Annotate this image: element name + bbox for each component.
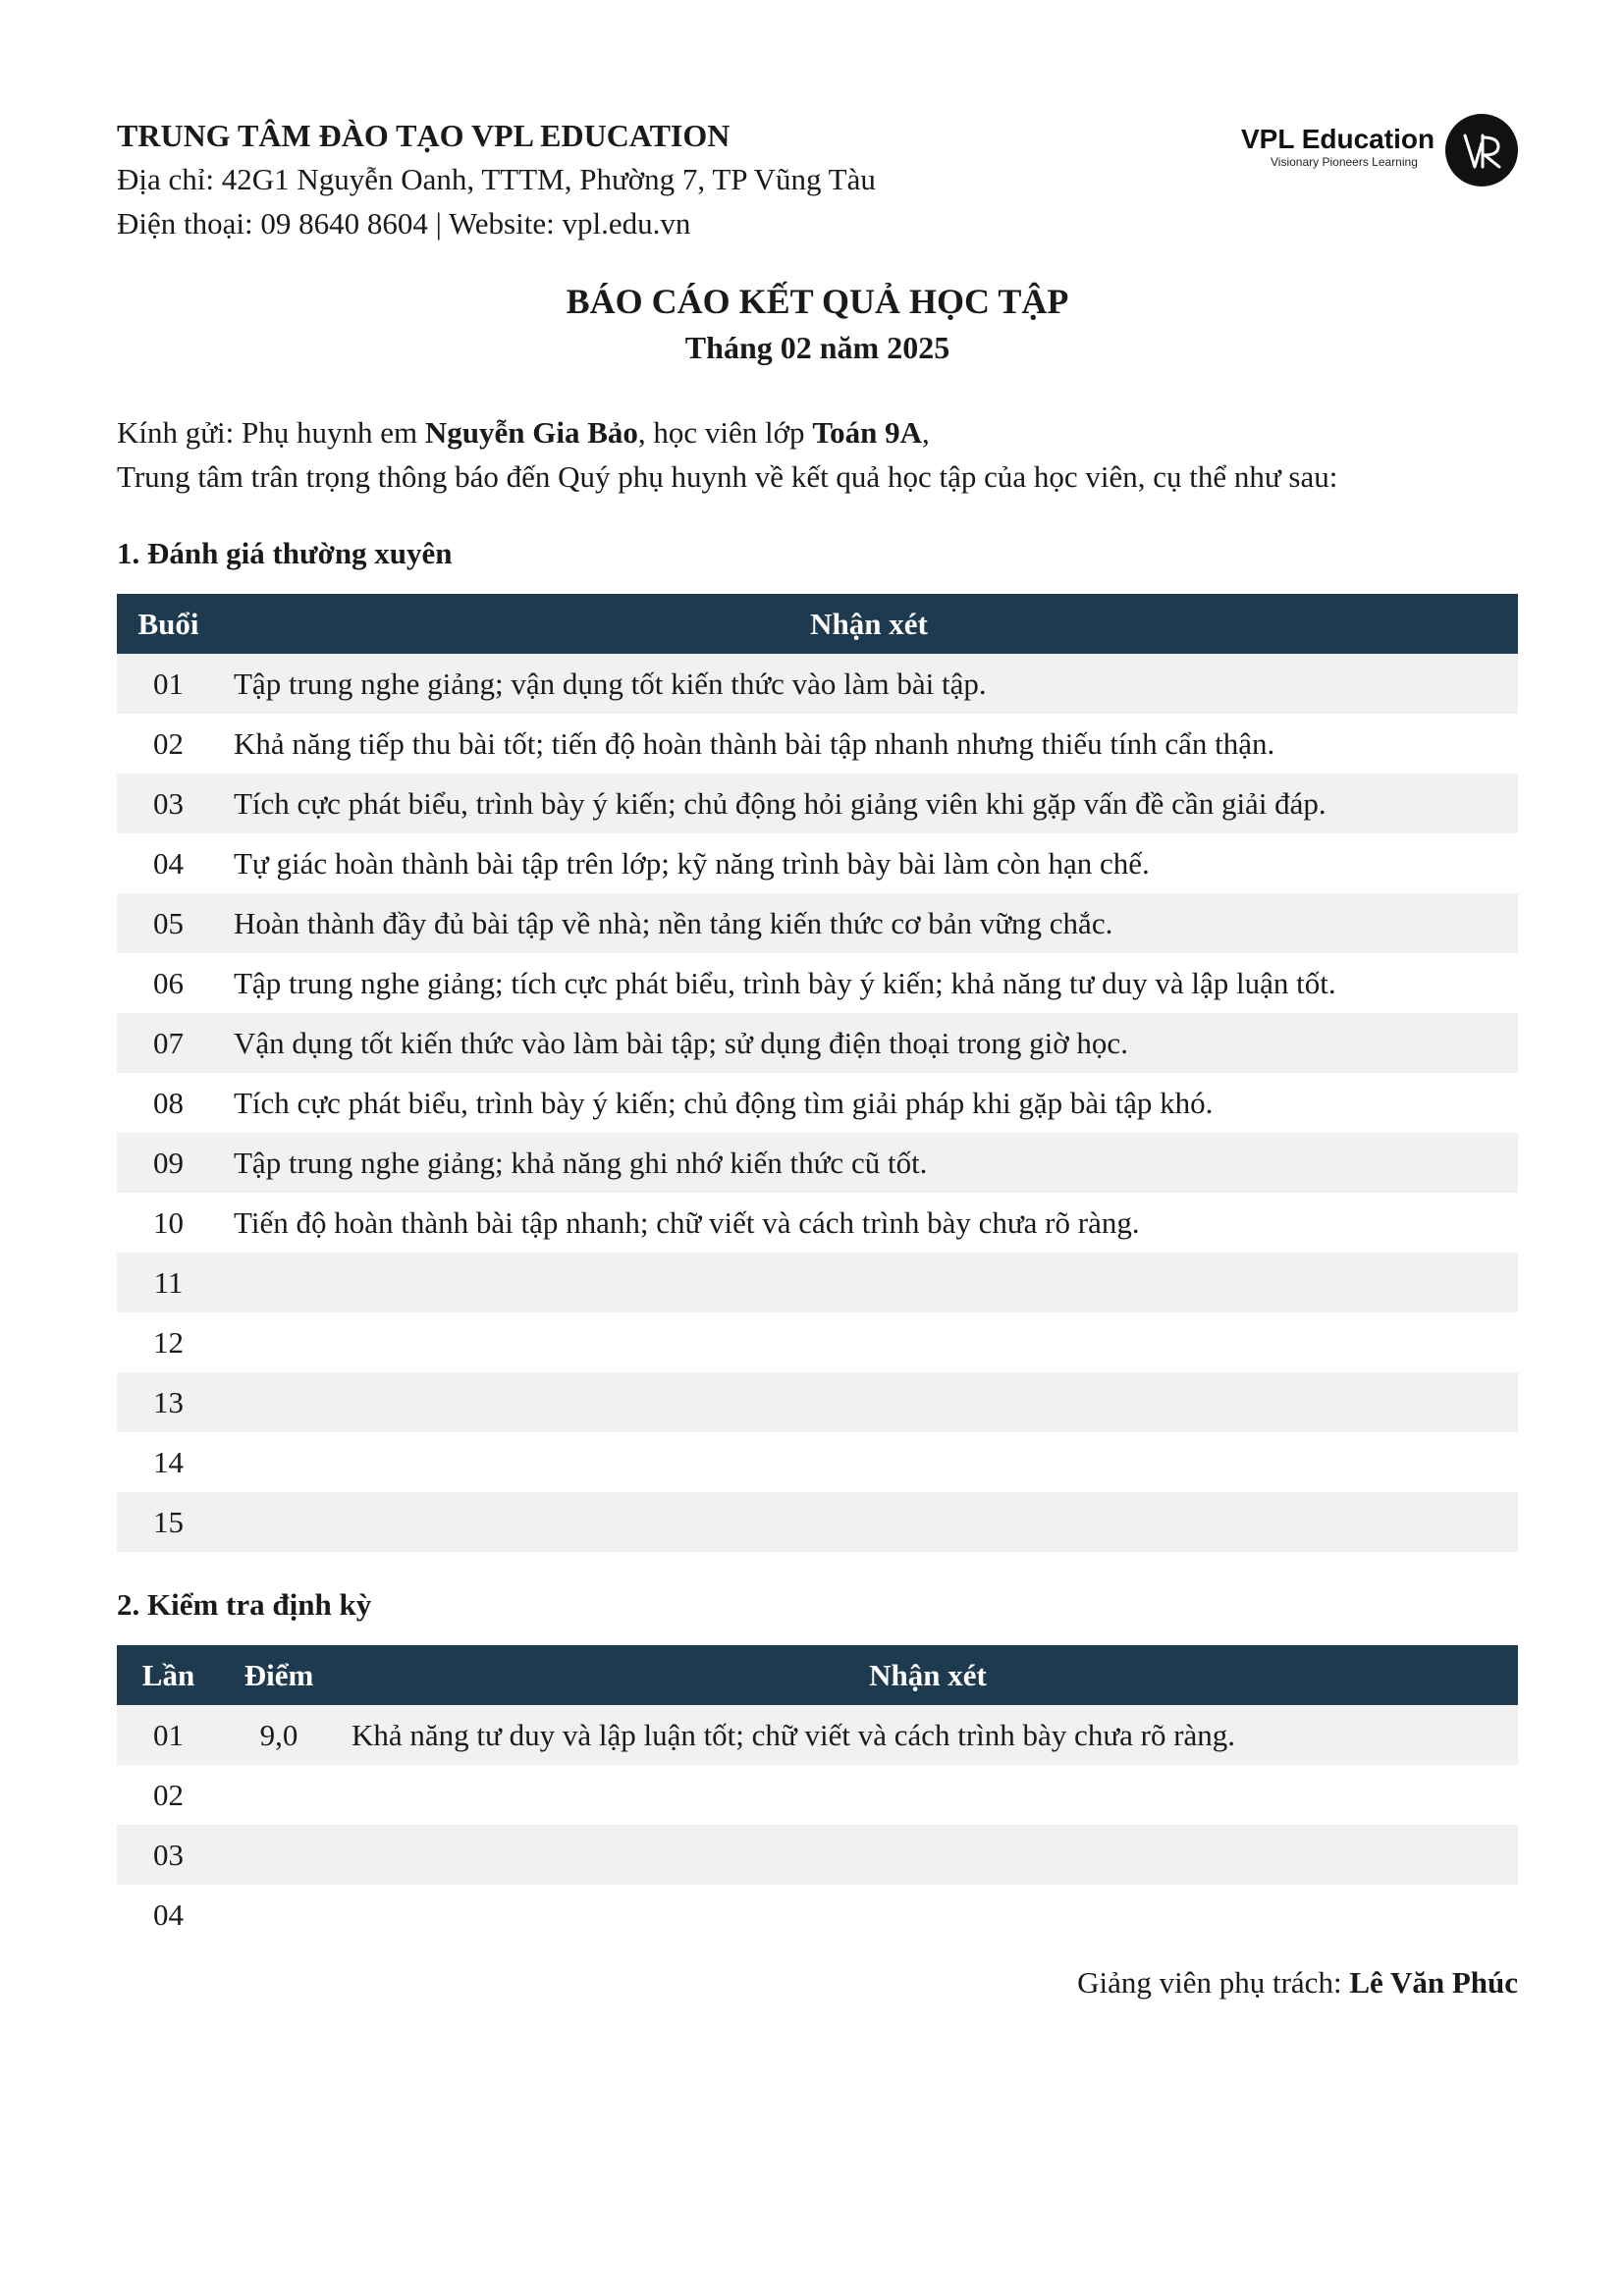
session-comment xyxy=(220,1432,1518,1492)
test-score xyxy=(220,1825,338,1885)
logo-mark-icon xyxy=(1445,114,1518,187)
session-comment: Tích cực phát biểu, trình bày ý kiến; chủ động hỏi giảng viên khi gặp vấn đề cần giải đáp. xyxy=(220,774,1518,833)
session-number: 04 xyxy=(117,833,220,893)
table-row xyxy=(117,1073,1518,1133)
session-comment: Khả năng tiếp thu bài tốt; tiến độ hoàn thành bài tập nhanh nhưng thiếu tính cẩn thận. xyxy=(220,714,1518,774)
table-row xyxy=(117,833,1518,893)
col-time-header: Lần xyxy=(117,1645,220,1705)
table-row xyxy=(117,1765,1518,1825)
session-comment xyxy=(220,1312,1518,1372)
teacher-signature xyxy=(1077,1961,1518,2004)
table-row xyxy=(117,1133,1518,1193)
class-name: Toán 9A xyxy=(812,415,923,450)
table-row xyxy=(117,953,1518,1013)
intro xyxy=(117,410,1518,499)
session-number: 03 xyxy=(117,774,220,833)
session-comment: Tiến độ hoàn thành bài tập nhanh; chữ viết và cách trình bày chưa rõ ràng. xyxy=(220,1193,1518,1253)
greeting-prefix: Kính gửi: Phụ huynh em xyxy=(117,415,425,450)
section1-title: 1. Đánh giá thường xuyên xyxy=(117,536,453,570)
col-comment-header: Nhận xét xyxy=(220,594,1518,654)
vpl-logo xyxy=(1243,114,1518,192)
org-contact: Điện thoại: 09 8640 8604 | Website: vpl.edu.vn xyxy=(117,206,691,240)
table-row xyxy=(117,654,1518,714)
session-comment: Tự giác hoàn thành bài tập trên lớp; kỹ năng trình bày bài làm còn hạn chế. xyxy=(220,833,1518,893)
col-score-header: Điểm xyxy=(220,1645,338,1705)
table-row xyxy=(117,1492,1518,1552)
periodic-test-table xyxy=(117,1645,1518,1945)
table-row xyxy=(117,1825,1518,1885)
session-comment: Hoàn thành đầy đủ bài tập về nhà; nền tảng kiến thức cơ bản vững chắc. xyxy=(220,893,1518,953)
intro-line-2: Trung tâm trân trọng thông báo đến Quý phụ huynh về kết quả học tập của học viên, cụ thể như sau: xyxy=(117,459,1338,494)
logo-name: VPL Education xyxy=(1241,124,1435,154)
table-row xyxy=(117,893,1518,953)
table-row xyxy=(117,1253,1518,1312)
teacher-name: Lê Văn Phúc xyxy=(1349,1965,1518,2000)
test-number: 02 xyxy=(117,1765,220,1825)
student-name: Nguyễn Gia Bảo xyxy=(424,415,638,450)
session-number: 12 xyxy=(117,1312,220,1372)
table-header-row xyxy=(117,1645,1518,1705)
class-suffix: , xyxy=(922,415,930,450)
table-row xyxy=(117,774,1518,833)
test-score xyxy=(220,1765,338,1825)
session-number: 09 xyxy=(117,1133,220,1193)
logo-text xyxy=(1241,124,1437,169)
session-comment: Tập trung nghe giảng; vận dụng tốt kiến thức vào làm bài tập. xyxy=(220,654,1518,714)
test-number: 01 xyxy=(117,1705,220,1765)
signature-label: Giảng viên phụ trách: xyxy=(1077,1965,1350,2000)
report-title: BÁO CÁO KẾT QUẢ HỌC TẬP xyxy=(566,282,1069,321)
col-session-header: Buổi xyxy=(117,594,220,654)
org-name: TRUNG TÂM ĐÀO TẠO VPL EDUCATION xyxy=(117,118,731,153)
session-number: 07 xyxy=(117,1013,220,1073)
section2-title: 2. Kiểm tra định kỳ xyxy=(117,1587,372,1622)
session-number: 15 xyxy=(117,1492,220,1552)
greeting-line xyxy=(117,410,1518,454)
session-number: 08 xyxy=(117,1073,220,1133)
session-comment: Tập trung nghe giảng; khả năng ghi nhớ kiến thức cũ tốt. xyxy=(220,1133,1518,1193)
report-title-block xyxy=(117,277,1518,369)
table-row xyxy=(117,1885,1518,1945)
table-row xyxy=(117,1432,1518,1492)
session-number: 14 xyxy=(117,1432,220,1492)
test-comment xyxy=(338,1825,1518,1885)
session-number: 01 xyxy=(117,654,220,714)
session-number: 10 xyxy=(117,1193,220,1253)
session-comment: Vận dụng tốt kiến thức vào làm bài tập; sử dụng điện thoại trong giờ học. xyxy=(220,1013,1518,1073)
session-number: 05 xyxy=(117,893,220,953)
test-score: 9,0 xyxy=(220,1705,338,1765)
session-number: 06 xyxy=(117,953,220,1013)
table-header-row xyxy=(117,594,1518,654)
logo-tagline: Visionary Pioneers Learning xyxy=(1271,155,1418,169)
table-row xyxy=(117,1312,1518,1372)
table-row xyxy=(117,714,1518,774)
col-comment-header: Nhận xét xyxy=(338,1645,1518,1705)
test-number: 03 xyxy=(117,1825,220,1885)
org-address: Địa chỉ: 42G1 Nguyễn Oanh, TTTM, Phường 7, TP Vũng Tàu xyxy=(117,162,876,196)
header xyxy=(117,114,1518,251)
test-score xyxy=(220,1885,338,1945)
test-comment xyxy=(338,1765,1518,1825)
table-row xyxy=(117,1193,1518,1253)
table-row xyxy=(117,1013,1518,1073)
test-comment xyxy=(338,1885,1518,1945)
test-comment: Khả năng tư duy và lập luận tốt; chữ viết và cách trình bày chưa rõ ràng. xyxy=(338,1705,1518,1765)
table-row xyxy=(117,1372,1518,1432)
session-comment xyxy=(220,1253,1518,1312)
report-period: Tháng 02 năm 2025 xyxy=(684,330,950,365)
test-number: 04 xyxy=(117,1885,220,1945)
session-comment: Tập trung nghe giảng; tích cực phát biểu, trình bày ý kiến; khả năng tư duy và lập luận tốt. xyxy=(220,953,1518,1013)
table-row xyxy=(117,1705,1518,1765)
session-number: 11 xyxy=(117,1253,220,1312)
session-number: 13 xyxy=(117,1372,220,1432)
session-comment xyxy=(220,1372,1518,1432)
session-comment xyxy=(220,1492,1518,1552)
class-prefix: , học viên lớp xyxy=(637,415,813,450)
session-comment: Tích cực phát biểu, trình bày ý kiến; chủ động tìm giải pháp khi gặp bài tập khó. xyxy=(220,1073,1518,1133)
regular-assessment-table xyxy=(117,594,1518,1552)
session-number: 02 xyxy=(117,714,220,774)
